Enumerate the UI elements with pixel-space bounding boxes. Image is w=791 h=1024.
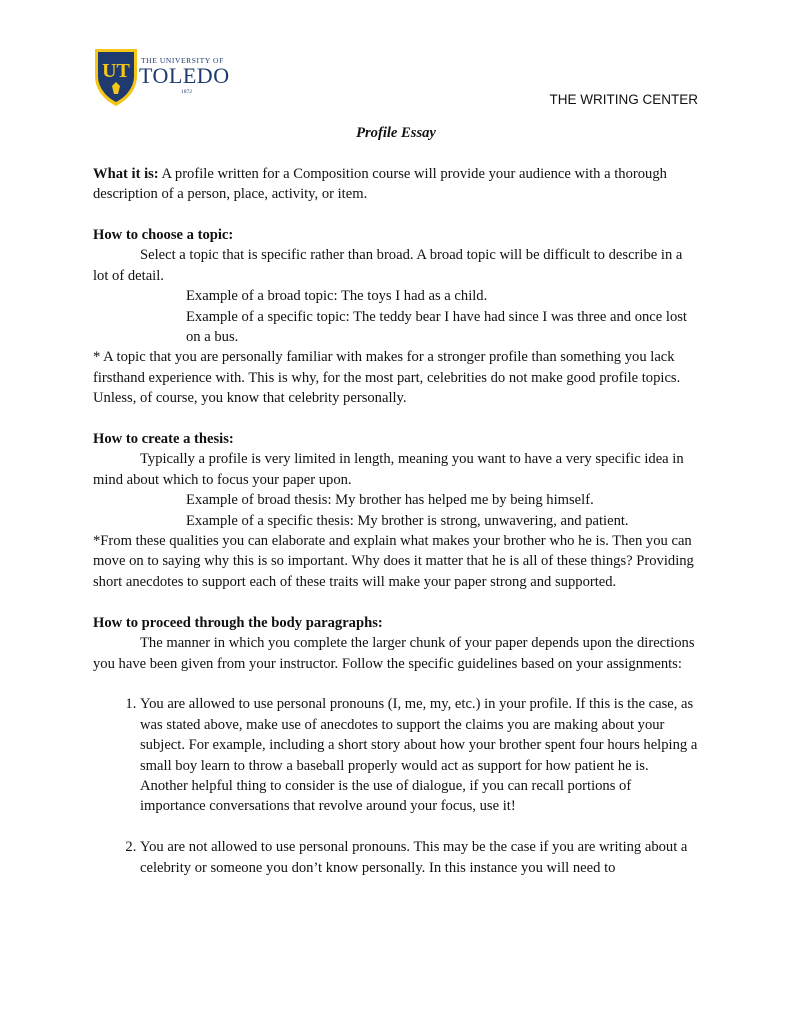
- thesis-heading: How to create a thesis:: [93, 431, 234, 448]
- logo-small-text: THE UNIVERSITY OF: [141, 56, 224, 65]
- what-it-is-text: A profile written for a Composition course will provide your audience with a thorough description of a person, place, activity, or item.: [93, 165, 667, 203]
- topic-heading: How to choose a topic:: [93, 227, 234, 243]
- thesis-example-broad: Example of broad thesis: My brother has helped me by being himself.: [186, 492, 594, 509]
- topic-paragraph: Select a topic that is specific rather than broad. A broad topic will be difficult to describe in a lot of detail.: [93, 247, 683, 284]
- thesis-note: *From these qualities you can elaborate and explain what makes your brother who he is. Then you can move on to saying why this is so important. Why does it matter that he is all of these things? Providing short anecdotes to support each of these traits will make your paper strong and supported.: [93, 533, 694, 590]
- topic-example-specific: Example of a specific topic: The teddy bear I have had since I was three and once lost on a bus.: [186, 308, 687, 346]
- guidelines-list: [93, 694, 699, 878]
- what-it-is-label: What it is:: [93, 165, 159, 182]
- document-body: [93, 123, 699, 878]
- shield-icon: [93, 46, 139, 108]
- writing-center-label: THE WRITING CENTER: [549, 92, 698, 107]
- university-logo: [93, 46, 243, 108]
- what-it-is-paragraph: [93, 164, 699, 205]
- topic-note: * A topic that you are personally familiar with makes for a stronger profile than something you lack firsthand experience with. This is why, for the most part, celebrities do not make good profile topics. Unless, of course, you know that celebrity personally.: [93, 349, 681, 407]
- list-item: 1. You are allowed to use personal pronouns (I, me, my, etc.) in your profile. If this is the case, as was stated above, make use of anecdotes to support the claims you are making about your subject. For example, including a short story about how your brother spent four hours helping a small boy learn to throw a baseball properly would act as support for how patient he is. Another helpful thing to consider is the use of dialogue, if you can recall portions of importance conversations that revolve around your focus, use it!: [140, 694, 699, 816]
- page-title: Profile Essay: [356, 125, 436, 141]
- svg-text:UT: UT: [102, 60, 130, 82]
- logo-big-text: TOLEDO: [139, 63, 230, 88]
- thesis-paragraph: Typically a profile is very limited in length, meaning you want to have a very specific idea in mind about which to focus your paper upon.: [93, 451, 684, 488]
- logo-year: 1872: [181, 89, 192, 95]
- thesis-example-specific: Example of a specific thesis: My brother is strong, unwavering, and patient.: [186, 512, 629, 529]
- body-paragraph: The manner in which you complete the larger chunk of your paper depends upon the directions you have been given from your instructor. Follow the specific guidelines based on your assignments:: [93, 635, 695, 672]
- list-item: 2. You are not allowed to use personal pronouns. This may be the case if you are writing about a celebrity or someone you don’t know personally. In this instance you will need to: [140, 837, 699, 878]
- body-heading: How to proceed through the body paragraphs:: [93, 614, 383, 631]
- topic-example-broad: Example of a broad topic: The toys I had as a child.: [186, 288, 488, 305]
